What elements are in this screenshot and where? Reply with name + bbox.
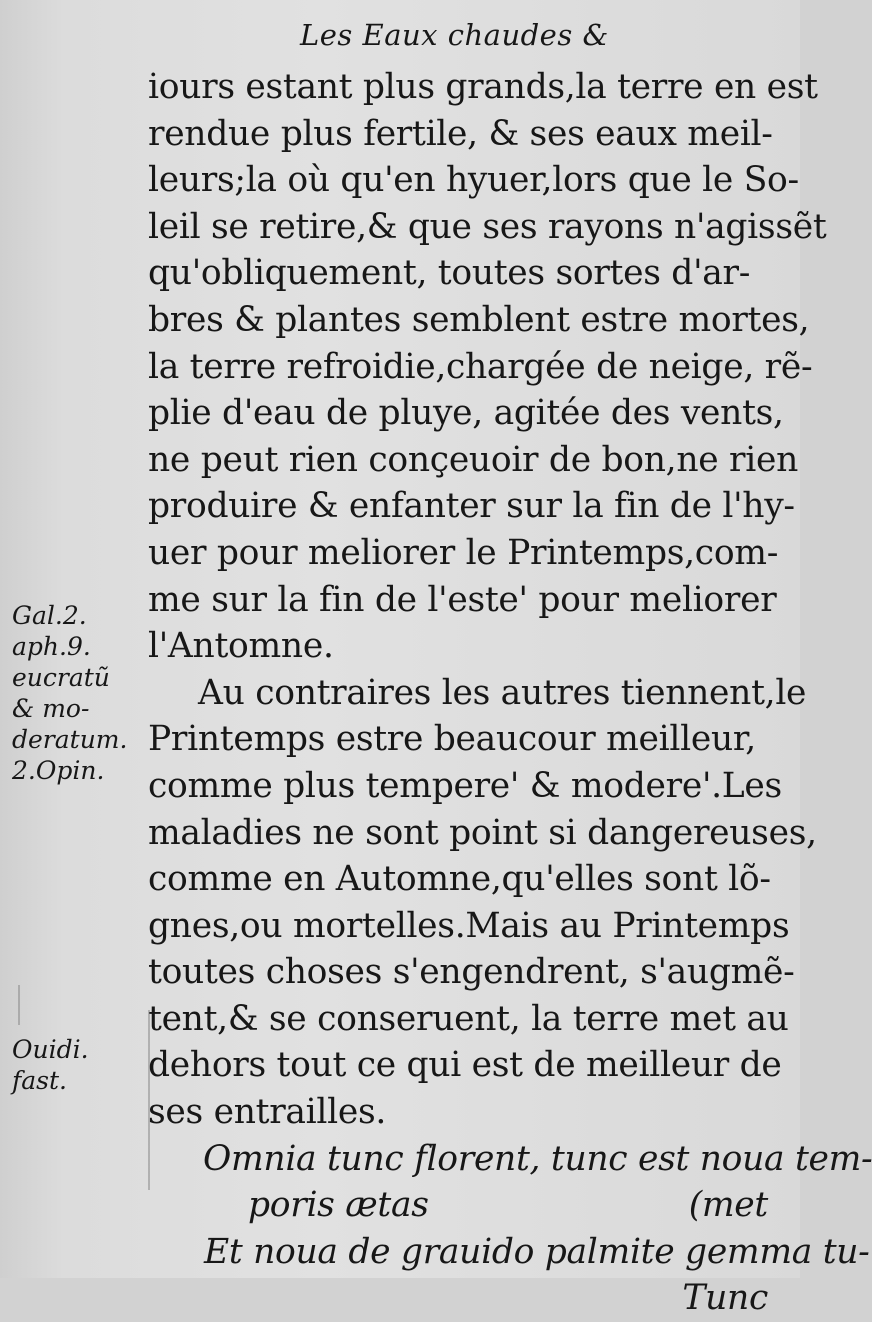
margin-note-line: eucratũ xyxy=(12,663,110,692)
catchword: Tunc xyxy=(682,1278,768,1319)
text-line: toutes choses s'engendrent, s'augmẽ- xyxy=(148,952,795,993)
text-line: leil se retire,& que ses rayons n'agissẽt xyxy=(148,206,827,247)
running-title: Les Eaux chaudes & xyxy=(300,18,609,52)
text-line: l'Antomne. xyxy=(148,626,334,667)
text-line: produire & enfanter sur la fin de l'hy- xyxy=(148,486,795,527)
margin-note-line: deratum. xyxy=(12,725,128,754)
margin-note-line: fast. xyxy=(12,1066,67,1095)
text-line: ses entrailles. xyxy=(148,1092,387,1133)
verse-fragment: poris ætas xyxy=(248,1185,429,1226)
text-line: rendue plus fertile, & ses eaux meil- xyxy=(148,113,773,154)
text-line: plie d'eau de pluye, agitée des vents, xyxy=(148,393,784,434)
text-line: tent,& se conseruent, la terre met au xyxy=(148,998,789,1039)
margin-note-line: Gal.2. xyxy=(12,601,87,630)
text-line: Printemps estre beaucour meilleur, xyxy=(148,719,756,760)
margin-note-line: & mo- xyxy=(12,694,90,723)
text-line: uer pour meliorer le Printemps,com- xyxy=(148,532,779,573)
margin-note-source xyxy=(12,1034,89,1096)
text-line: comme plus tempere' & modere'.Les xyxy=(148,765,782,806)
margin-note-line: 2.Opin. xyxy=(12,756,105,785)
main-text xyxy=(148,64,872,1322)
paragraph-start-line: Au contraires les autres tiennent,le xyxy=(198,672,807,713)
verse-turnover: (met xyxy=(688,1185,768,1226)
text-line: maladies ne sont point si dangereuses, xyxy=(148,812,817,853)
text-line: la terre refroidie,chargée de neige, rẽ- xyxy=(148,346,813,387)
text-line: ne peut rien conçeuoir de bon,ne rien xyxy=(148,439,798,480)
text-line: leurs;la où qu'en hyuer,lors que le So- xyxy=(148,160,799,201)
verse-line: Omnia tunc florent, tunc est noua tem- xyxy=(203,1138,872,1179)
text-line: dehors tout ce qui est de meilleur de xyxy=(148,1045,782,1086)
paper-mark xyxy=(148,1010,150,1190)
verse-line: Et noua de grauido palmite gemma tu- xyxy=(204,1231,870,1272)
margin-note-line: Ouidi. xyxy=(12,1035,89,1064)
margin-note-citation xyxy=(12,600,127,786)
text-line: gnes,ou mortelles.Mais au Printemps xyxy=(148,905,790,946)
text-line: iours estant plus grands,la terre en est xyxy=(148,67,818,107)
paper-mark xyxy=(18,985,20,1025)
text-line: comme en Automne,qu'elles sont lõ- xyxy=(148,859,771,900)
text-line: me sur la fin de l'este' pour meliorer xyxy=(148,579,777,620)
text-line: qu'obliquement, toutes sortes d'ar- xyxy=(148,253,751,294)
text-line: bres & plantes semblent estre mortes, xyxy=(148,299,810,340)
margin-note-line: aph.9. xyxy=(12,632,91,661)
verse-line-split xyxy=(148,1182,774,1229)
